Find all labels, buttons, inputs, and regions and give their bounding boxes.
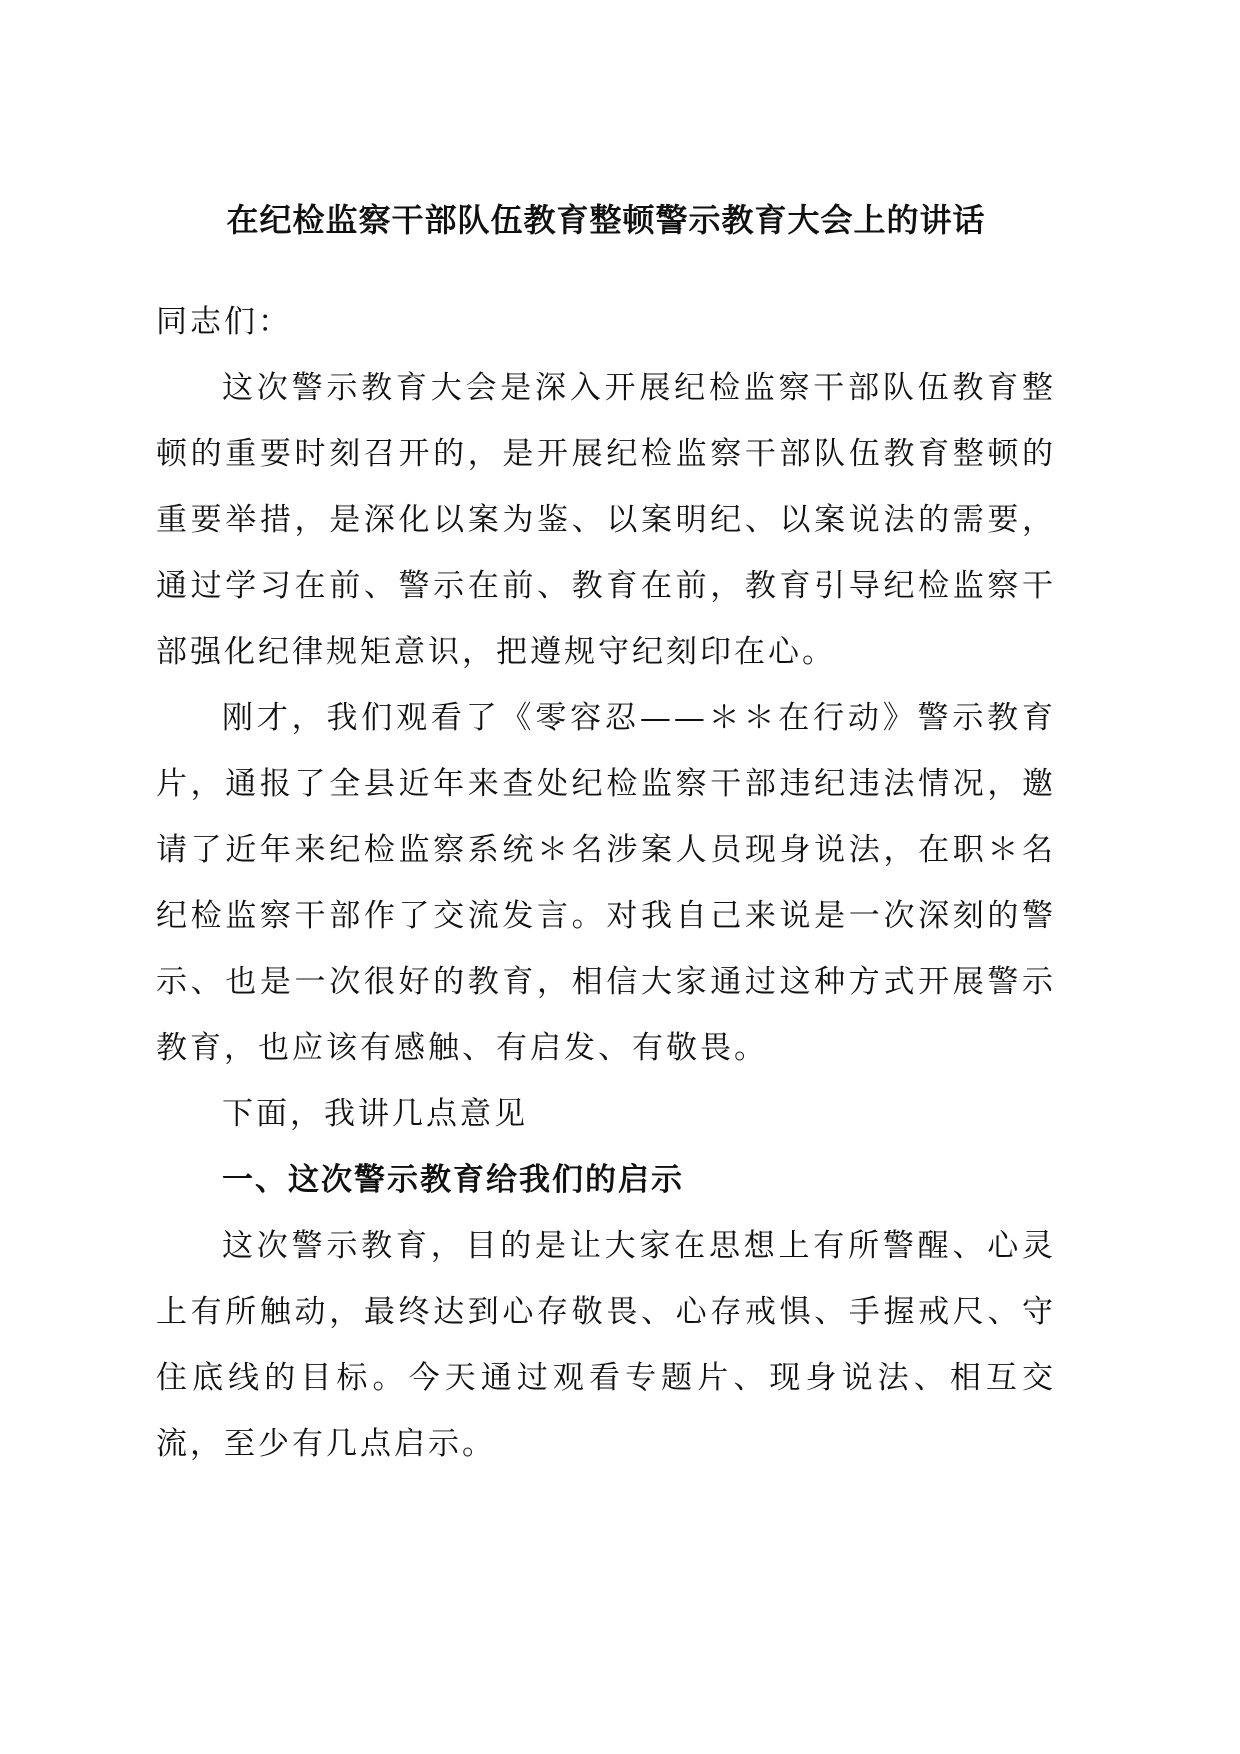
paragraph-1: 这次警示教育大会是深入开展纪检监察干部队伍教育整顿的重要时刻召开的，是开展纪检监察干部队伍教育整顿的重要举措，是深化以案为鉴、以案明纪、以案说法的需要，通过学习在前、警示在前、教育在前，教育引导纪检监察干部强化纪律规矩意识，把遵规守纪刻印在心。	[156, 370, 1056, 670]
salutation: 同志们：	[156, 304, 292, 340]
section-paragraph-1: 这次警示教育，目的是让大家在思想上有所警醒、心灵上有所触动，最终达到心存敬畏、心存戒惧、手握戒尺、守住底线的目标。今天通过观看专题片、现身说法、相互交流，至少有几点启示。	[156, 1228, 1056, 1462]
document-title: 在纪检监察干部队伍教育整顿警示教育大会上的讲话	[226, 201, 986, 239]
section-heading: 一、这次警示教育给我们的启示	[222, 1162, 684, 1198]
paragraph-2: 刚才，我们观看了《零容忍——＊＊在行动》警示教育片，通报了全县近年来查处纪检监察干部违纪违法情况，邀请了近年来纪检监察系统＊名涉案人员现身说法，在职＊名纪检监察干部作了交流发言。对我自己来说是一次深刻的警示、也是一次很好的教育，相信大家通过这种方式开展警示教育，也应该有感触、有启发、有敬畏。	[156, 700, 1056, 1066]
paragraph-3: 下面，我讲几点意见	[222, 1096, 528, 1132]
document-page	[156, 196, 1056, 1477]
